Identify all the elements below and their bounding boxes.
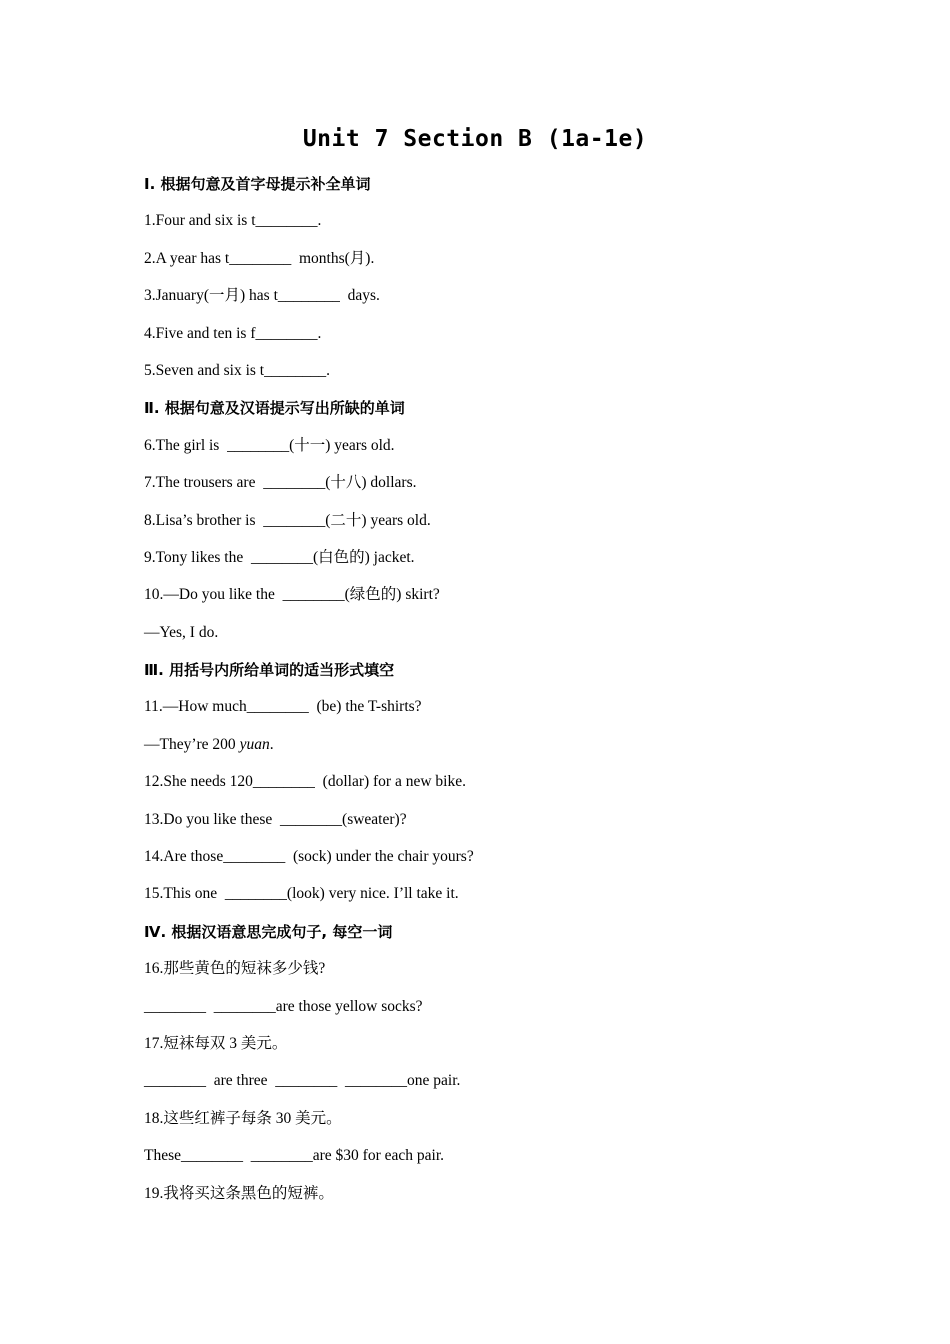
exercise-line: 13.Do you like these ________(sweater)? <box>144 810 407 828</box>
exercise-line: 5.Seven and six is t________. <box>144 361 330 379</box>
exercise-line: 18.这些红裤子每条 30 美元。 <box>144 1109 342 1127</box>
line-text: —They’re 200 <box>144 735 240 753</box>
exercise-line: 7.The trousers are ________(十八) dollars. <box>144 474 417 492</box>
exercise-line: 11.—How much________ (be) the T-shirts? <box>144 698 422 716</box>
exercise-line: —Yes, I do. <box>144 623 219 641</box>
exercise-line: 10.—Do you like the ________(绿色的) skirt? <box>144 586 440 604</box>
exercise-line: 8.Lisa’s brother is ________(二十) years old. <box>144 511 431 529</box>
exercise-line: 17.短袜每双 3 美元。 <box>144 1034 288 1052</box>
line-text-tail: . <box>269 735 274 753</box>
exercise-line: 6.The girl is ________(十一) years old. <box>144 436 395 454</box>
line-text-italic: yuan <box>239 735 270 753</box>
exercise-line: 4.Five and ten is f________. <box>144 324 322 342</box>
exercise-line: 12.She needs 120________ (dollar) for a new bike. <box>144 773 466 791</box>
answer-line <box>144 731 844 768</box>
section-heading: Ⅱ. 根据句意及汉语提示写出所缺的单词 <box>144 399 405 418</box>
worksheet-title: Unit 7 Section B (1a-1e) <box>302 126 648 152</box>
exercise-line: 2.A year has t________ months(月). <box>144 249 375 267</box>
section-heading: Ⅲ. 用括号内所给单词的适当形式填空 <box>144 661 395 680</box>
exercise-line: 3.January(一月) has t________ days. <box>144 287 380 305</box>
exercise-line: 19.我将买这条黑色的短裤。 <box>144 1184 334 1202</box>
worksheet-body <box>144 170 844 1217</box>
exercise-line: ________ are three ________ ________one pair. <box>144 1072 461 1090</box>
section-heading: Ⅰ. 根据句意及首字母提示补全单词 <box>144 175 371 193</box>
exercise-line: 14.Are those________ (sock) under the chair yours? <box>144 848 474 866</box>
exercise-line: 9.Tony likes the ________(白色的) jacket. <box>144 548 415 566</box>
section-heading: Ⅳ. 根据汉语意思完成句子, 每空一词 <box>144 922 393 941</box>
exercise-line: 1.Four and six is t________. <box>144 212 322 230</box>
exercise-line: These________ ________are $30 for each pair. <box>144 1147 445 1165</box>
exercise-line: 16.那些黄色的短袜多少钱? <box>144 960 326 978</box>
exercise-line: 15.This one ________(look) very nice. I’ll take it. <box>144 885 459 903</box>
exercise-line: ________ ________are those yellow socks? <box>144 997 423 1015</box>
